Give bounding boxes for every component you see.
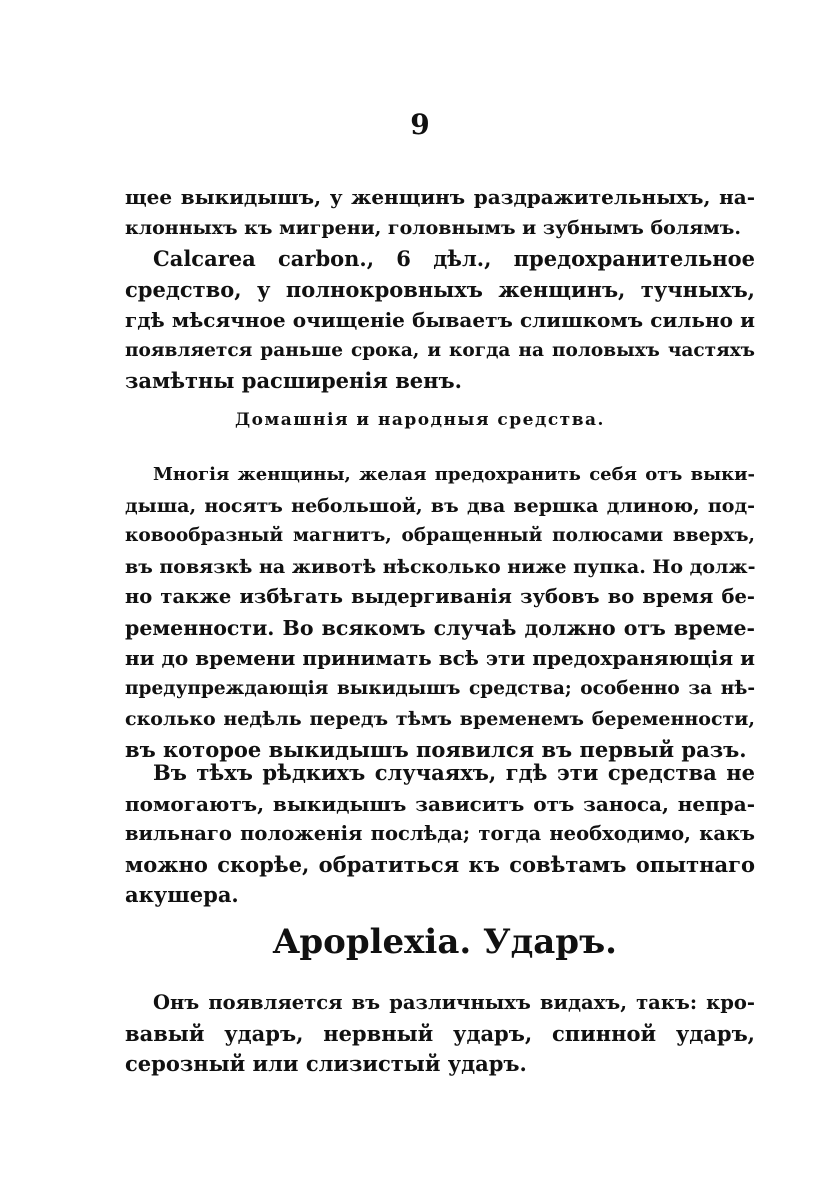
text-line: въ которое выкидышъ появился въ первый разъ. xyxy=(125,736,747,762)
text-line: появляется раньше срока, и когда на половыхъ частяхъ xyxy=(125,339,755,361)
text-line: Онъ появляется въ различныхъ видахъ, такъ: кро- xyxy=(153,991,755,1014)
text-line: ни до времени принимать всѣ эти предохраняющія и xyxy=(125,646,755,670)
text-line: клонныхъ къ мигрени, головнымъ и зубнымъ болямъ. xyxy=(125,216,741,239)
text-line: въ повязкѣ на животѣ нѣсколько ниже пупка. Но долж- xyxy=(125,555,756,578)
chapter-heading: Apoplexia. Ударъ. xyxy=(272,922,618,962)
text-line: серозный или слизистый ударъ. xyxy=(125,1051,527,1076)
text-line: вавый ударъ, нервный ударъ, спинной ударъ, xyxy=(125,1020,755,1046)
text-line: дыша, носятъ небольшой, въ два вершка длиною, под- xyxy=(125,494,755,517)
paragraph-apoplexia xyxy=(125,988,755,1080)
text-line: Calcarea carbon., 6 дѣл., предохранительное xyxy=(153,246,755,271)
page-number: 9 xyxy=(410,108,430,141)
text-line: ременности. Во всякомъ случаѣ должно отъ време- xyxy=(125,615,755,640)
text-line: гдѣ мѣсячное очищеніе бываетъ слишкомъ сильно и xyxy=(125,308,755,332)
text-line: щее выкидышъ, у женщинъ раздражительныхъ, на- xyxy=(125,185,755,209)
text-line: сколько недѣль передъ тѣмъ временемъ беременности, xyxy=(125,708,755,730)
paragraph-home-remedies xyxy=(125,460,755,765)
section-heading: Домашнія и народныя средства. xyxy=(235,410,605,430)
text-line: Въ тѣхъ рѣдкихъ случаяхъ, гдѣ эти средства не xyxy=(153,760,755,785)
text-line: акушера. xyxy=(125,882,239,907)
text-line: помогаютъ, выкидышъ зависитъ отъ заноса, непра- xyxy=(125,791,755,816)
text-line: средство, у полнокровныхъ женщинъ, тучныхъ, xyxy=(125,276,755,302)
text-line: ковообразный магнитъ, обращенный полюсами вверхъ, xyxy=(125,525,755,546)
paragraph-continuation xyxy=(125,182,755,243)
text-line: Многія женщины, желая предохранить себя отъ выки- xyxy=(153,464,755,485)
text-line: замѣтны расширенія венъ. xyxy=(125,368,462,393)
text-line: можно скорѣе, обратиться къ совѣтамъ опытнаго xyxy=(125,851,755,877)
text-line: вильнаго положенія послѣда; тогда необходимо, какъ xyxy=(125,822,755,845)
text-line: предупреждающія выкидышъ средства; особенно за нѣ- xyxy=(125,677,755,699)
text-line: но также избѣгать выдергиванія зубовъ во время бе- xyxy=(125,585,755,608)
paragraph-rare-cases xyxy=(125,758,755,911)
paragraph-calcarea xyxy=(125,244,755,397)
